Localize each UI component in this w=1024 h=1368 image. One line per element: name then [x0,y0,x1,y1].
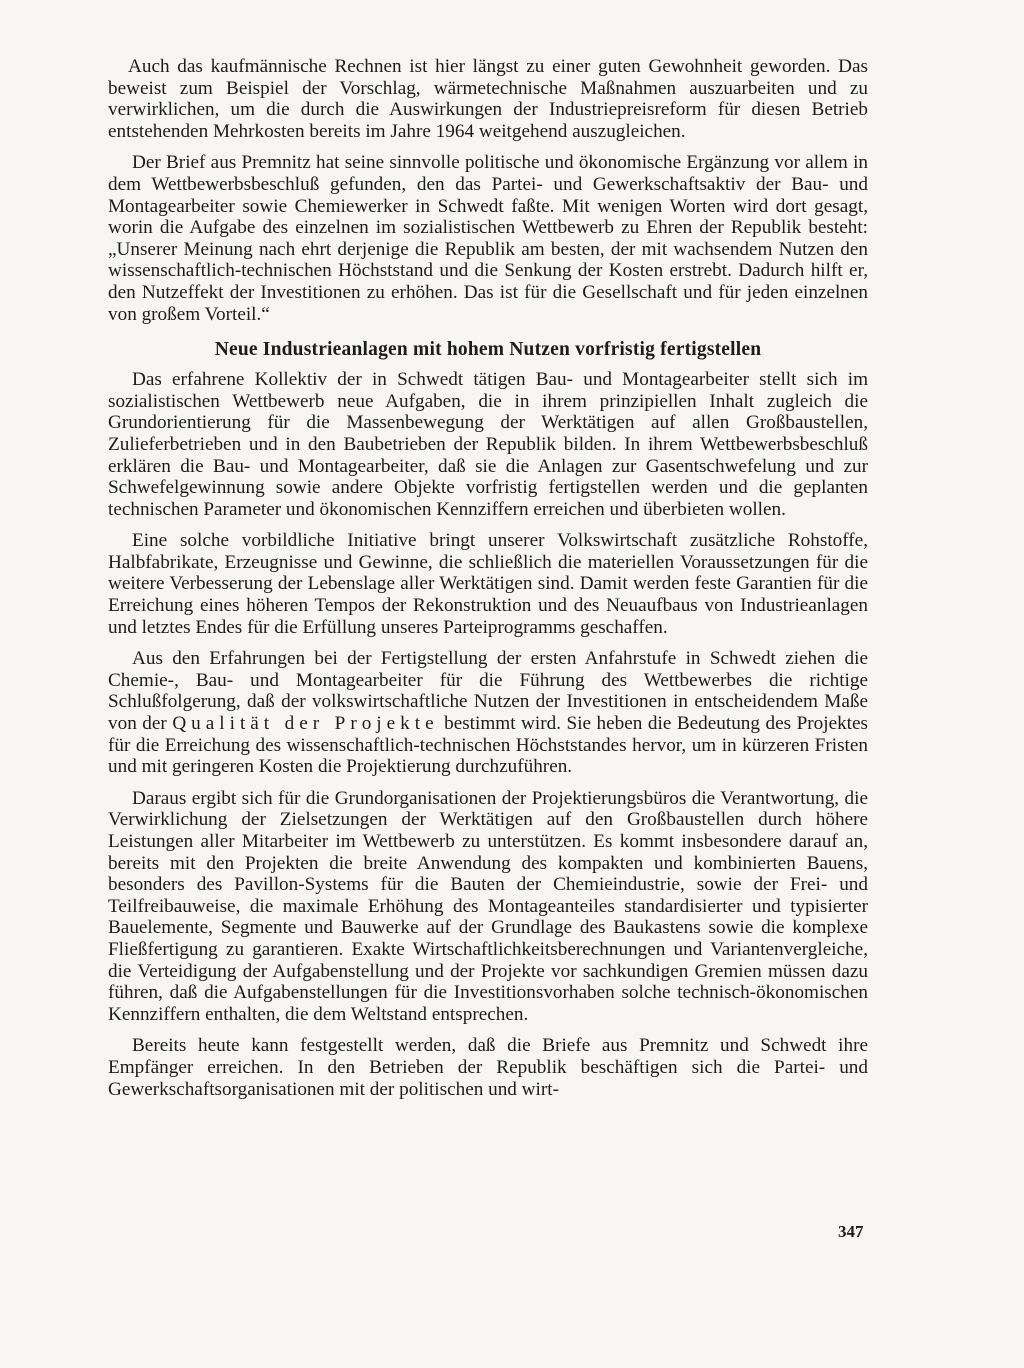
paragraph-4: Eine solche vorbildliche Initiative bringt unserer Volkswirtschaft zusätzliche Rohstoffe, Halbfabrikate, Erzeugnisse und Gewinne, die schließlich die materiellen Voraussetzungen für die weitere Verbesserung der Lebenslage aller Werktätigen sind. Damit werden feste Garantien für die Erreichung eines höheren Tempos der Rekonstruktion und des Neuaufbaus von Industrieanlagen und letztes Endes für die Erfüllung unseres Parteiprogramms geschaffen. [108,530,868,638]
section-heading: Neue Industrieanlagen mit hohem Nutzen vorfristig fertigstellen [214,339,762,361]
paragraph-2: Der Brief aus Premnitz hat seine sinnvolle politische und ökonomische Ergänzung vor allem in dem Wettbewerbsbeschluß gefunden, den das Partei- und Gewerkschaftsaktiv der Bau- und Montagearbeiter sowie Chemiewerker in Schwedt faßte. Mit wenigen Worten wird dort gesagt, worin die Aufgabe des einzelnen im sozialistischen Wettbewerb zu Ehren der Republik besteht: „Unserer Meinung nach ehrt derjenige die Republik am besten, der mit wachsendem Nutzen den wissenschaftlich-technischen Höchststand und die Senkung der Kosten erstrebt. Dadurch hilft er, den Nutzeffekt der Investitionen zu erhöhen. Das ist für die Gesellschaft und für jeden einzelnen von großem Vorteil.“ [108,152,868,325]
paragraph-1: Auch das kaufmännische Rechnen ist hier längst zu einer guten Gewohnheit geworden. Das beweist zum Beispiel der Vorschlag, wärmetechnische Maßnahmen auszuarbeiten und zu verwirklichen, um die durch die Auswirkungen der Industriepreisreform für diesen Betrieb entstehenden Mehrkosten bereits im Jahre 1964 weitgehend auszugleichen. [108,56,868,142]
paragraph-6: Daraus ergibt sich für die Grundorganisationen der Projektierungsbüros die Verantwortung, die Verwirklichung der Zielsetzungen der Werktätigen auf den Großbaustellen durch höhere Leistungen aller Mitarbeiter im Wettbewerb zu unterstützen. Es kommt insbesondere darauf an, bereits mit den Projekten die breite Anwendung des kompakten und kombinierten Bauens, besonders des Pavillon-Systems für die Bauten der Chemieindustrie, sowie der Frei- und Teilfreibauweise, die maximale Erhöhung des Montageanteiles standardisierter und typisierter Bauelemente, Segmente und Bauwerke auf der Grundlage des Baukastens sowie die komplexe Fließfertigung zu garantieren. Exakte Wirtschaftlichkeitsberechnungen und Variantenvergleiche, die Verteidigung der Aufgabenstellung und der Projekte vor sachkundigen Gremien müssen dazu führen, daß die Aufgabenstellungen für die Investitionsvorhaben solche technisch-ökonomischen Kennziffern enthalten, die dem Weltstand entsprechen. [108,787,868,1025]
paragraph-5-text-start: Aus den Erfahrungen bei der Fertigstellung der ersten Anfahrstufe in Schwedt ziehen die Chemie-, Bau- und Montagearbeiter für die Führung des Wettbewerbes die richtige Schlußfolgerung, daß der volkswirtschaftliche Nutzen der Investitionen in entscheidendem Maße von der [108,648,868,735]
paragraph-5-spaced-emphasis: Qualität der Projekte [172,713,439,735]
paragraph-5-text-end: bestimmt wird. Sie heben die Bedeutung des Projektes für die Erreichung des wissenschaftlich-technischen Höchststandes hervor, um in kürzeren Fristen und mit geringeren Kosten die Projektierung durchzuführen. [108,713,868,778]
paragraph-7: Bereits heute kann festgestellt werden, daß die Briefe aus Premnitz und Schwedt ihre Empfänger erreichen. In den Betrieben der Republik beschäftigen sich die Partei- und Gewerkschaftsorganisationen mit der politischen und wirt- [108,1035,868,1100]
page-number: 347 [838,1222,864,1241]
page-body [108,56,868,1110]
paragraph-5 [108,648,868,778]
paragraph-3: Das erfahrene Kollektiv der in Schwedt tätigen Bau- und Montagearbeiter stellt sich im sozialistischen Wettbewerb neue Aufgaben, die in ihrem prinzipiellen Inhalt zugleich die Grundorientierung für die Massenbewegung der Werktätigen auf allen Großbaustellen, Zulieferbetrieben und in den Baubetrieben der Republik bilden. In ihrem Wettbewerbsbeschluß erklären die Bau- und Montagearbeiter, daß sie die Anlagen zur Gasentschwefelung und zur Schwefelgewinnung sowie andere Objekte vorfristig fertigstellen werden und die geplanten technischen Parameter und ökonomischen Kennziffern erreichen und überbieten wollen. [108,369,868,520]
